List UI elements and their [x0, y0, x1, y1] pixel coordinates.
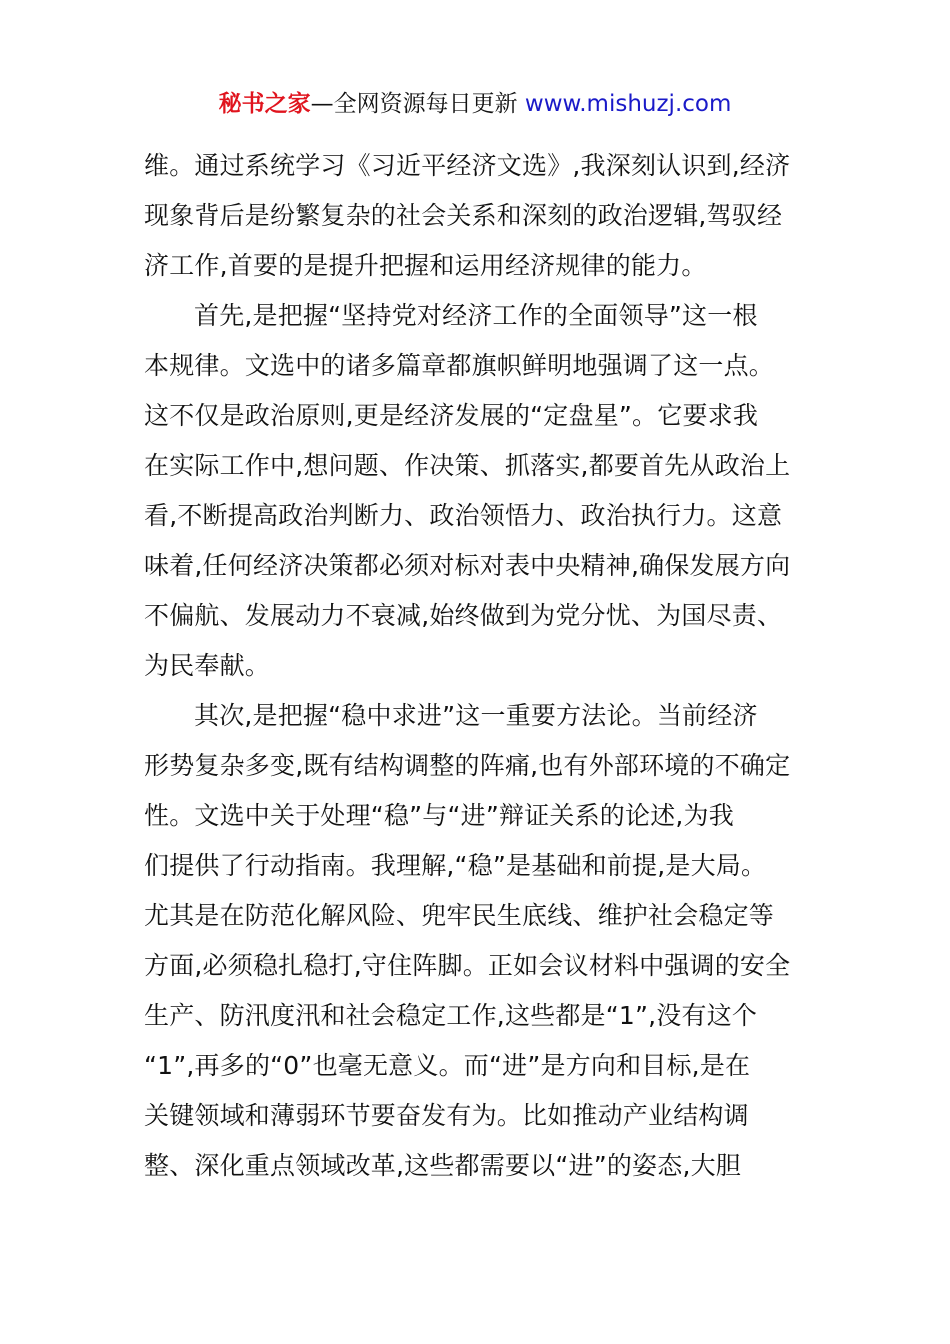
paragraph: [144, 148, 809, 298]
text-line: 方面,必须稳扎稳打,守住阵脚。正如会议材料中强调的安全: [144, 951, 791, 980]
site-tagline: —全网资源每日更新: [310, 91, 525, 117]
text-line: 看,不断提高政治判断力、政治领悟力、政治执行力。这意: [144, 501, 783, 530]
text-line: 在实际工作中,想问题、作决策、抓落实,都要首先从政治上: [144, 451, 791, 480]
text-line: “1”,再多的“0”也毫无意义。而“进”是方向和目标,是在: [144, 1051, 751, 1080]
text-line: 本规律。文选中的诸多篇章都旗帜鲜明地强调了这一点。: [144, 351, 775, 380]
text-line: 不偏航、发展动力不衰减,始终做到为党分忧、为国尽责、: [144, 601, 783, 630]
paragraph: [144, 298, 809, 698]
text-line: 性。文选中关于处理“稳”与“进”辩证关系的论述,为我: [144, 801, 734, 830]
text-line: 整、深化重点领域改革,这些都需要以“进”的姿态,大胆: [144, 1151, 741, 1180]
text-line: 形势复杂多变,既有结构调整的阵痛,也有外部环境的不确定: [144, 751, 791, 780]
site-url-link[interactable]: www.mishuzj.com: [524, 91, 732, 117]
text-line: 济工作,首要的是提升把握和运用经济规律的能力。: [144, 251, 707, 280]
text-line: 维。通过系统学习《习近平经济文选》,我深刻认识到,经济: [144, 151, 791, 180]
text-line: 尤其是在防范化解风险、兜牢民生底线、维护社会稳定等: [144, 901, 775, 930]
text-line: 现象背后是纷繁复杂的社会关系和深刻的政治逻辑,驾驭经: [144, 201, 783, 230]
text-line: 们提供了行动指南。我理解,“稳”是基础和前提,是大局。: [144, 851, 767, 880]
text-line: 味着,任何经济决策都必须对标对表中央精神,确保发展方向: [144, 551, 791, 580]
document-body: [144, 148, 809, 1198]
text-line: 这不仅是政治原则,更是经济发展的“定盘星”。它要求我: [144, 401, 759, 430]
text-line: 其次,是把握“稳中求进”这一重要方法论。当前经济: [194, 701, 758, 730]
text-line: 生产、防汛度汛和社会稳定工作,这些都是“1”,没有这个: [144, 1001, 758, 1030]
text-line: 为民奉献。: [144, 651, 271, 680]
paragraph: [144, 698, 809, 1198]
site-header: [0, 88, 950, 120]
text-line: 首先,是把握“坚持党对经济工作的全面领导”这一根: [194, 301, 758, 330]
site-brand: 秘书之家: [218, 91, 311, 117]
text-line: 关键领域和薄弱环节要奋发有为。比如推动产业结构调: [144, 1101, 749, 1130]
